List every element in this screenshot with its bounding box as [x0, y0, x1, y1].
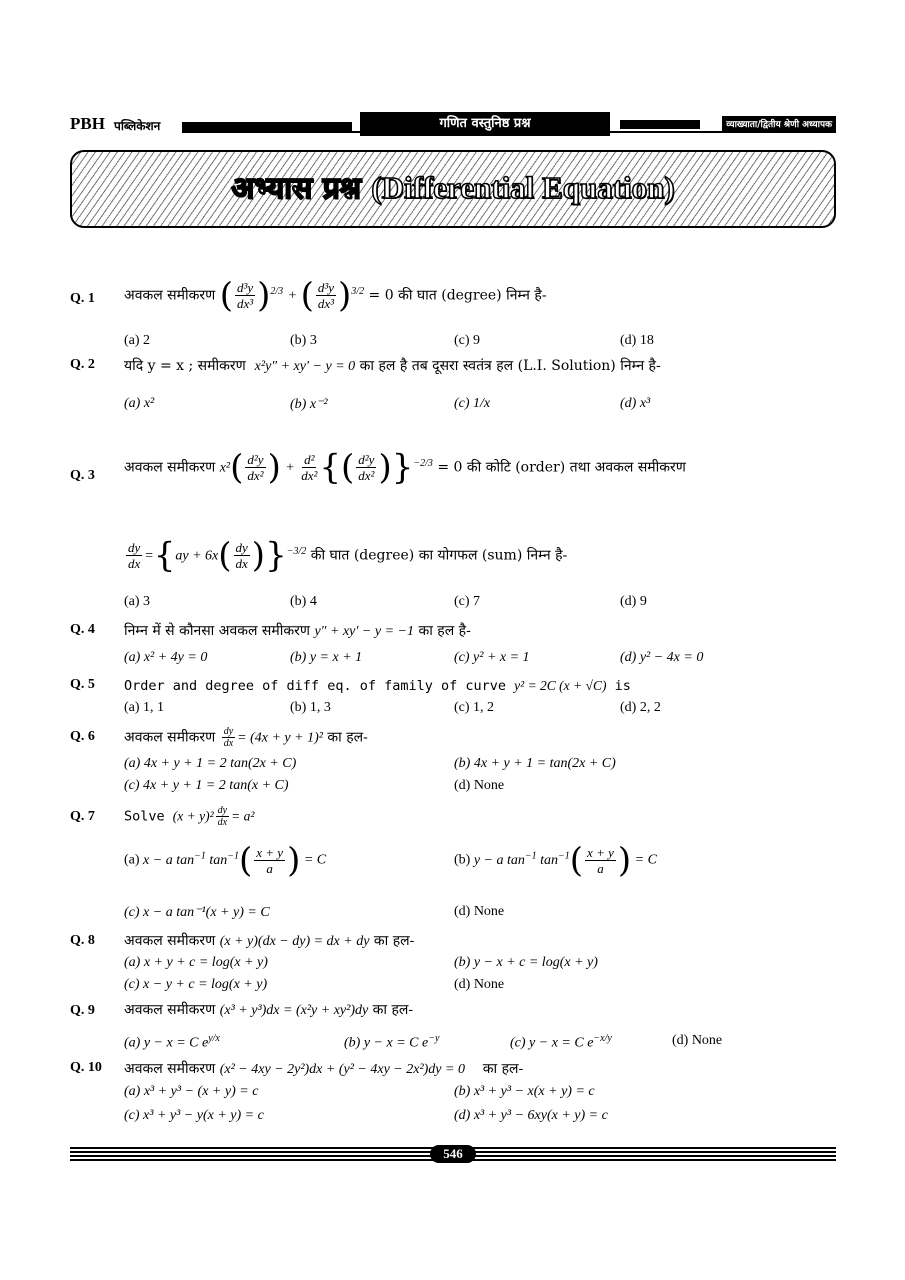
- option: (d) x³ + y³ − 6xy(x + y) = c: [454, 1108, 608, 1123]
- option: (b) y − x = C $e^{-y}$: [344, 1033, 440, 1051]
- question-number: Q. 10: [70, 1060, 102, 1075]
- option: (c) 9: [454, 333, 481, 348]
- option: (d) x³: [620, 396, 651, 411]
- option: (a) 4x + y + 1 = 2 tan(2x + C): [124, 756, 297, 771]
- question-number: Q. 6: [70, 729, 95, 744]
- page-number: 546: [430, 1145, 476, 1163]
- question-number: Q. 7: [70, 809, 95, 824]
- option: (c) x³ + y³ − y(x + y) = c: [124, 1108, 264, 1123]
- option: (b) 4: [290, 594, 317, 609]
- option: (d) 9: [620, 594, 647, 609]
- question-text: अवकल समीकरण: [124, 287, 216, 304]
- option: (c) 4x + y + 1 = 2 tan(x + C): [124, 778, 289, 793]
- question-2: यदि y = x ; समीकरण x²y″ + xy′ − y = 0 का हल है तब दूसरा स्वतंत्र हल (L.I. Solution) निम्न है-: [124, 358, 661, 374]
- question-9: अवकल समीकरण (x³ + y³)dx = (x²y + xy²)dy का हल-: [124, 1002, 414, 1018]
- option: (d) 2, 2: [620, 700, 661, 715]
- option: (b) y = x + 1: [290, 650, 363, 665]
- page-footer: [70, 1145, 836, 1165]
- option: (a) x² + 4y = 0: [124, 650, 208, 665]
- option: (c) 1, 2: [454, 700, 495, 715]
- option: (d) None: [454, 778, 505, 793]
- question-4: निम्न में से कौनसा अवकल समीकरण y″ + xy′ − y = −1 का हल है-: [124, 623, 471, 639]
- option: (a) y − x = C $e^{y/x}$: [124, 1033, 220, 1051]
- question-number: Q. 1: [70, 291, 95, 306]
- option: (b) y − x + c = log(x + y): [454, 955, 598, 970]
- page-header: [70, 112, 836, 138]
- option: (d) 18: [620, 333, 654, 348]
- option: (c) x − y + c = log(x + y): [124, 977, 268, 992]
- chapter-title-hindi: अभ्यास प्रश्न: [231, 171, 361, 206]
- option: (d) y² − 4x = 0: [620, 650, 704, 665]
- question-number: Q. 3: [70, 468, 95, 483]
- option: (c) 1/x: [454, 396, 491, 411]
- publisher: पब्लिकेशन: [114, 119, 161, 133]
- question-number: Q. 9: [70, 1003, 95, 1018]
- option: (d) None: [454, 904, 505, 919]
- option: (a) 2: [124, 333, 151, 348]
- option: (c) 7: [454, 594, 481, 609]
- section-title: गणित वस्तुनिष्ठ प्रश्न: [360, 112, 610, 136]
- chapter-title: [72, 166, 834, 207]
- option: (b) 3: [290, 333, 317, 348]
- question-3: अवकल समीकरण x²( $\frac{\text{d²y}}{\text{dx²}}$ ) + $\frac{\text{d²}}{\text{dx²}}$ {( $\frac{\text{d²y}}{\text{dx²}}$ )}$^{-2/3}$ = 0 की कोटि (order) तथा अवकल समीकरण: [124, 447, 686, 488]
- option: (b) y − a $\tan^{-1} \tan^{-1}$( $\frac{x + y}{a}$ ) = C: [454, 840, 657, 881]
- question-10: अवकल समीकरण (x² − 4xy − 2y²)dx + (y² − 4xy − 2x²)dy = 0 का हल-: [124, 1061, 524, 1077]
- header-bar-left: [182, 122, 352, 131]
- option: (b) 1, 3: [290, 700, 331, 715]
- option: (a) x³ + y³ − (x + y) = c: [124, 1084, 259, 1099]
- question-6: अवकल समीकरण $\frac{dy}{dx}$ = (4x + y + 1)² का हल-: [124, 726, 368, 749]
- question-8: अवकल समीकरण (x + y)(dx − dy) = dx + dy का हल-: [124, 933, 415, 949]
- chapter-banner: [70, 150, 836, 228]
- option: (a) 1, 1: [124, 700, 165, 715]
- option: (a) x + y + c = log(x + y): [124, 955, 268, 970]
- option: (c) y − x = C $e^{-x/y}$: [510, 1033, 612, 1051]
- question-1: अवकल समीकरण ( $\frac{\text{d³y}}{\text{dx³}}$ )$^{2/3}$ + ( $\frac{\text{d³y}}{\text{dx³}}$ )$^{3/2}$ = 0 की घात (degree) निम्न है-: [124, 275, 547, 316]
- option: (b) x⁻²: [290, 397, 328, 412]
- option: (d) None: [672, 1033, 723, 1048]
- question-7: Solve (x + y)² $\frac{dy}{dx}$ = a²: [124, 805, 255, 828]
- question-number: Q. 8: [70, 933, 95, 948]
- header-rule: [182, 131, 836, 133]
- option: (b) x³ + y³ − x(x + y) = c: [454, 1084, 595, 1099]
- option: (a) x²: [124, 396, 155, 411]
- question-number: Q. 5: [70, 677, 95, 692]
- header-bar-right: [620, 120, 700, 129]
- option: (d) None: [454, 977, 505, 992]
- option: (c) x − a tan⁻¹(x + y) = C: [124, 905, 270, 920]
- option: (a) 3: [124, 594, 151, 609]
- question-text-end: = 0 की घात (degree) निम्न है-: [368, 287, 547, 304]
- question-3-second-line: $\frac{dy}{dx}$ ={ay + 6x( $\frac{dy}{dx}$ )}$^{-3/2}$ की घात (degree) का योगफल (sum) निम्न है-: [128, 535, 568, 576]
- chapter-title-english: (Differential Equation): [371, 170, 675, 205]
- option: (b) 4x + y + 1 = tan(2x + C): [454, 756, 616, 771]
- brand: PBH: [70, 114, 105, 133]
- question-number: Q. 2: [70, 357, 95, 372]
- exam-label: व्याख्याता/द्वितीय श्रेणी अध्यापक: [722, 116, 836, 131]
- question-5: Order and degree of diff eq. of family of curve y² = 2C (x + √C) is: [124, 678, 631, 694]
- option: (a) x − a $\tan^{-1} \tan^{-1}$( $\frac{x + y}{a}$ ) = C: [124, 840, 327, 881]
- option: (c) y² + x = 1: [454, 650, 530, 665]
- question-number: Q. 4: [70, 622, 95, 637]
